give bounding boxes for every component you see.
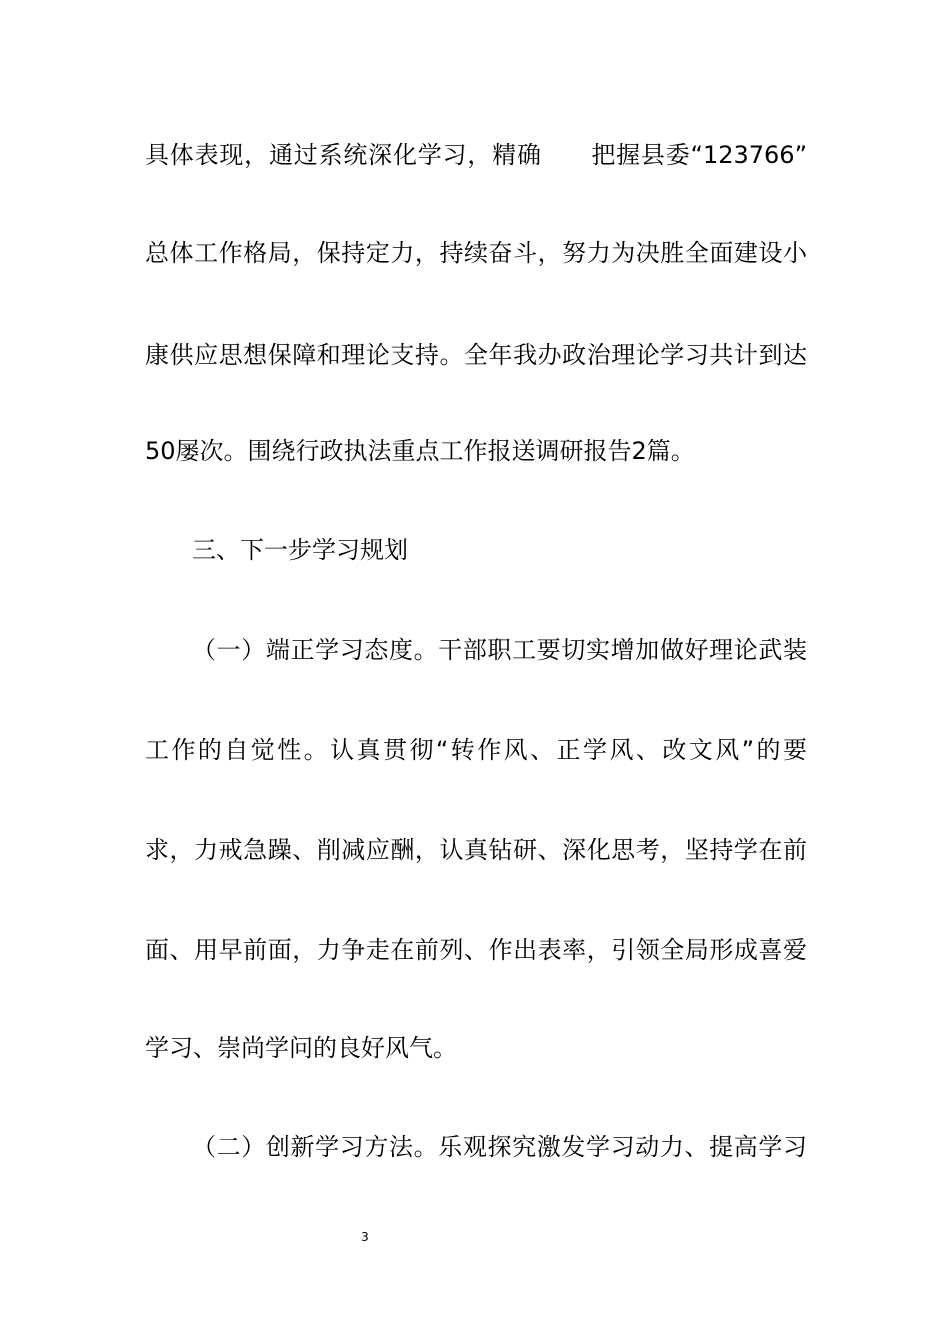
body-line: （二）创新学习方法。乐观探究激发学习动力、提高学习 xyxy=(192,1133,807,1161)
section-heading: 三、下一步学习规划 xyxy=(192,536,408,564)
body-line: 求，力戒急躁、削减应酬，认真钻研、深化思考，坚持学在前 xyxy=(145,836,807,864)
body-line: 总体工作格局，保持定力，持续奋斗，努力为决胜全面建设小 xyxy=(145,239,807,267)
body-line: （一）端正学习态度。干部职工要切实增加做好理论武装 xyxy=(192,636,807,664)
page-number: 3 xyxy=(361,1230,369,1244)
body-line: 工作的自觉性。认真贯彻“转作风、正学风、改文风”的要 xyxy=(145,736,807,764)
body-line: 50屡次。围绕行政执法重点工作报送调研报告2篇。 xyxy=(145,437,695,465)
body-line: 具体表现，通过系统深化学习，精确 把握县委“123766” xyxy=(145,141,807,169)
body-line: 学习、崇尚学问的良好风气。 xyxy=(145,1034,457,1062)
body-line: 面、用早前面，力争走在前列、作出表率，引领全局形成喜爱 xyxy=(145,936,807,964)
body-line: 康供应思想保障和理论支持。全年我办政治理论学习共计到达 xyxy=(145,341,807,369)
